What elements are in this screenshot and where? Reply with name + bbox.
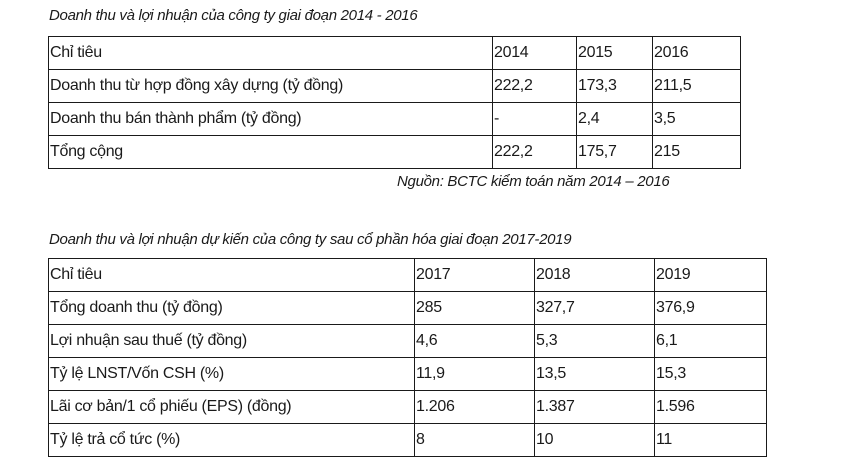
table-row: [49, 70, 741, 103]
table-row: [49, 325, 767, 358]
table1-caption: Doanh thu và lợi nhuận của công ty giai đoạn 2014 - 2016: [49, 7, 418, 24]
table-row: [49, 292, 767, 325]
table-header-row: [49, 259, 767, 292]
table-row: [49, 136, 741, 169]
table-cell: 211,5: [653, 70, 741, 103]
table-row: [49, 424, 767, 457]
row-label: Tổng doanh thu (tỷ đồng): [49, 292, 415, 325]
table-cell: 4,6: [415, 325, 535, 358]
table-cell: 8: [415, 424, 535, 457]
row-label: Tổng cộng: [49, 136, 493, 169]
table-header-row: [49, 37, 741, 70]
table-cell: 11,9: [415, 358, 535, 391]
header-cell: 2017: [415, 259, 535, 292]
table1-source-note: Nguồn: BCTC kiểm toán năm 2014 – 2016: [397, 173, 670, 190]
table-cell: 376,9: [655, 292, 767, 325]
projected-revenue-profit-2017-2019-table: [48, 258, 767, 457]
header-cell: 2018: [535, 259, 655, 292]
header-cell: 2015: [577, 37, 653, 70]
table-cell: 215: [653, 136, 741, 169]
table-row: [49, 103, 741, 136]
table-cell: 11: [655, 424, 767, 457]
table-cell: 3,5: [653, 103, 741, 136]
table-cell: 15,3: [655, 358, 767, 391]
table2-caption: Doanh thu và lợi nhuận dự kiến của công ty sau cổ phần hóa giai đoạn 2017-2019: [49, 231, 572, 248]
table-cell: 175,7: [577, 136, 653, 169]
header-cell: 2014: [493, 37, 577, 70]
table-cell: 5,3: [535, 325, 655, 358]
row-label: Doanh thu bán thành phẩm (tỷ đồng): [49, 103, 493, 136]
table-cell: 173,3: [577, 70, 653, 103]
table-cell: 222,2: [493, 136, 577, 169]
row-label: Tỷ lệ LNST/Vốn CSH (%): [49, 358, 415, 391]
header-cell: Chỉ tiêu: [49, 37, 493, 70]
row-label: Lãi cơ bản/1 cổ phiếu (EPS) (đồng): [49, 391, 415, 424]
table-cell: -: [493, 103, 577, 136]
table-cell: 6,1: [655, 325, 767, 358]
table-cell: 1.206: [415, 391, 535, 424]
header-cell: 2016: [653, 37, 741, 70]
row-label: Tỷ lệ trả cổ tức (%): [49, 424, 415, 457]
row-label: Lợi nhuận sau thuế (tỷ đồng): [49, 325, 415, 358]
table-cell: 1.596: [655, 391, 767, 424]
table-cell: 13,5: [535, 358, 655, 391]
header-cell: Chỉ tiêu: [49, 259, 415, 292]
table-cell: 2,4: [577, 103, 653, 136]
revenue-profit-2014-2016-table: [48, 36, 741, 169]
table-cell: 222,2: [493, 70, 577, 103]
header-cell: 2019: [655, 259, 767, 292]
table-cell: 10: [535, 424, 655, 457]
table-row: [49, 358, 767, 391]
row-label: Doanh thu từ hợp đồng xây dựng (tỷ đồng): [49, 70, 493, 103]
table-cell: 1.387: [535, 391, 655, 424]
table-cell: 327,7: [535, 292, 655, 325]
table-cell: 285: [415, 292, 535, 325]
table-row: [49, 391, 767, 424]
